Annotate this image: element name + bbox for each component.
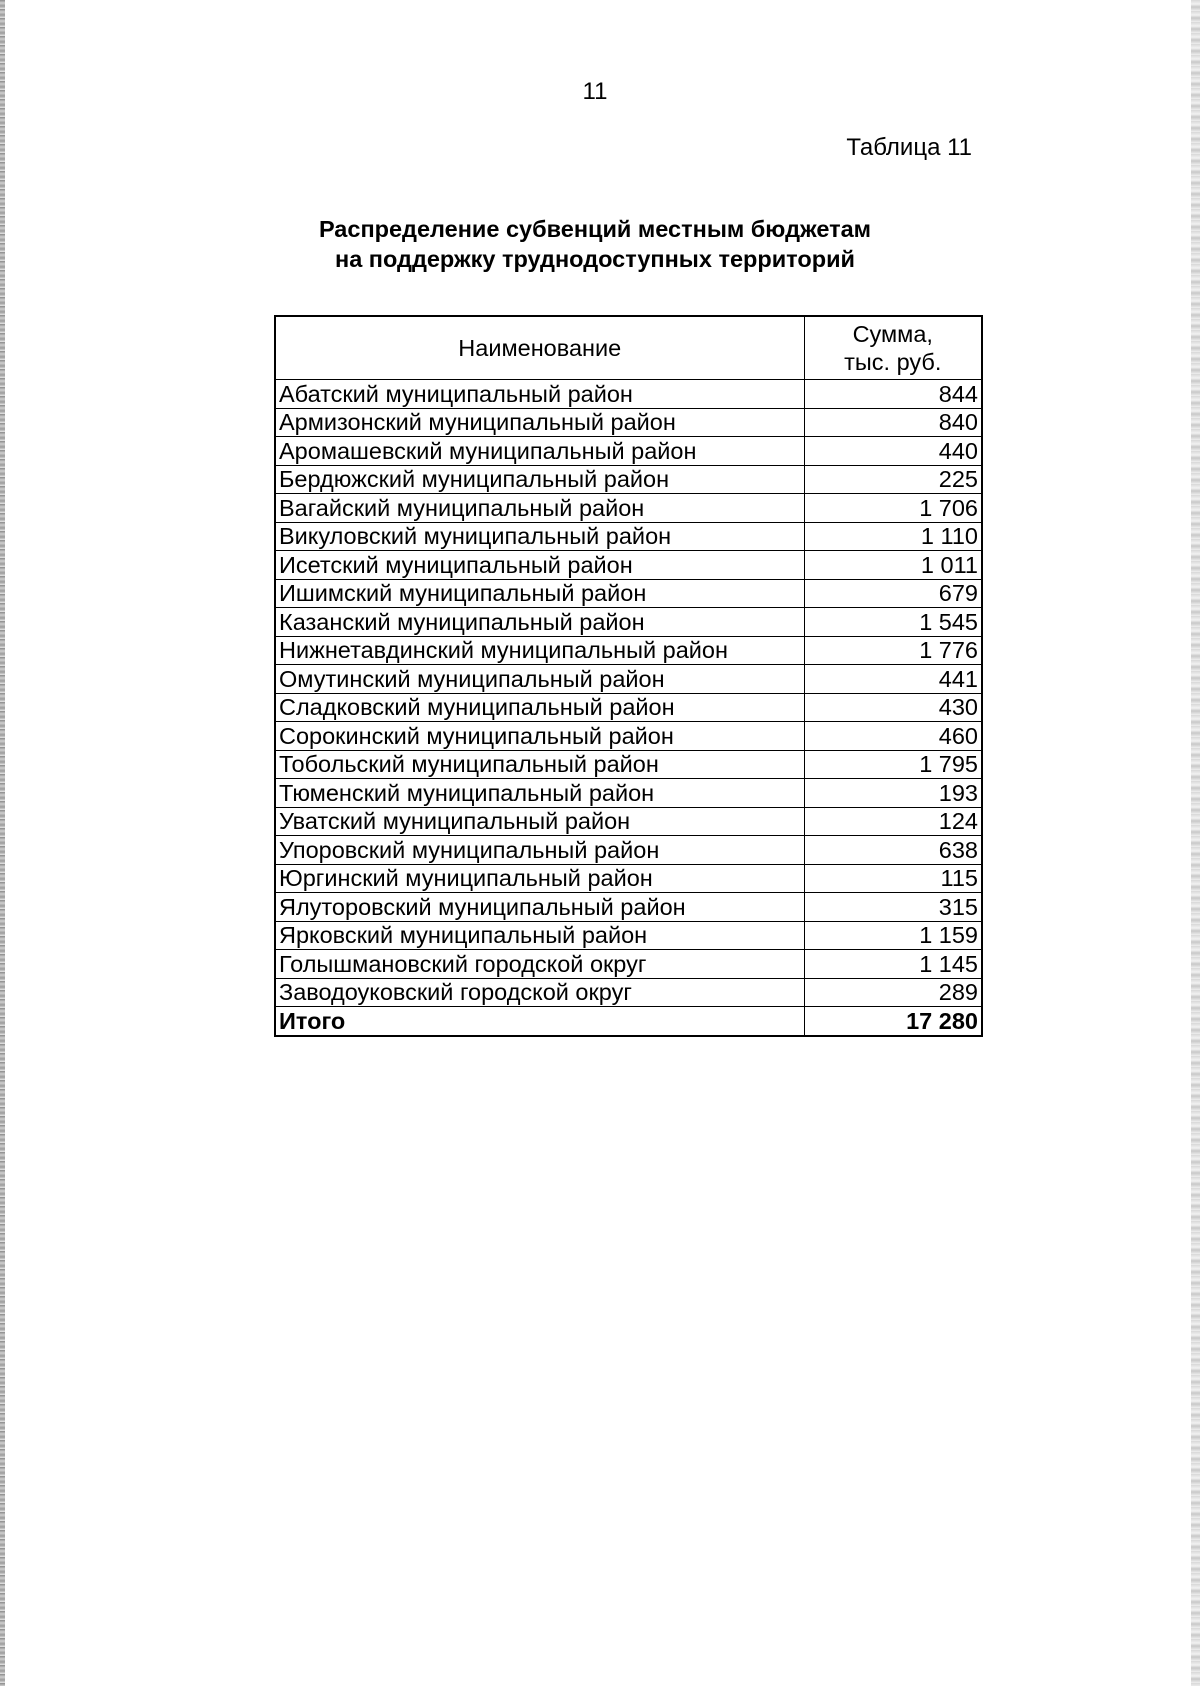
scan-edge-right [1191,0,1200,1686]
district-name-cell: Заводоуковский городской округ [275,978,804,1007]
district-name-cell: Аромашевский муниципальный район [275,437,804,466]
sum-cell: 1 145 [804,950,982,979]
sum-cell: 430 [804,693,982,722]
sum-cell: 1 776 [804,636,982,665]
district-name-cell: Армизонский муниципальный район [275,408,804,437]
table-row [275,950,982,979]
sum-cell: 441 [804,665,982,694]
table-row [275,864,982,893]
table-row [275,921,982,950]
district-name-cell: Уватский муниципальный район [275,807,804,836]
table-row [275,693,982,722]
sum-cell: 1 159 [804,921,982,950]
total-row [275,1007,982,1036]
table-row [275,636,982,665]
district-name-cell: Нижнетавдинский муниципальный район [275,636,804,665]
sum-cell: 840 [804,408,982,437]
district-name-cell: Сорокинский муниципальный район [275,722,804,751]
header-name: Наименование [275,316,804,380]
sum-cell: 679 [804,579,982,608]
table-row [275,779,982,808]
table-row [275,408,982,437]
table-row [275,380,982,409]
table-row [275,579,982,608]
table-body [275,380,982,1036]
sum-cell: 440 [804,437,982,466]
sum-cell: 1 545 [804,608,982,637]
table-row [275,608,982,637]
district-name-cell: Ярковский муниципальный район [275,921,804,950]
sum-cell: 638 [804,836,982,865]
sum-cell: 193 [804,779,982,808]
sum-cell: 124 [804,807,982,836]
table-row [275,807,982,836]
table-row [275,836,982,865]
header-sum-line-2: тыс. руб. [844,349,942,375]
district-name-cell: Омутинский муниципальный район [275,665,804,694]
sum-cell: 1 795 [804,750,982,779]
district-name-cell: Тобольский муниципальный район [275,750,804,779]
subventions-table [274,315,983,1037]
sum-cell: 315 [804,893,982,922]
sum-cell: 1 706 [804,494,982,523]
table-row [275,494,982,523]
table-row [275,437,982,466]
district-name-cell: Тюменский муниципальный район [275,779,804,808]
table-title-line-2: на поддержку труднодоступных территорий [335,246,855,272]
table-row [275,665,982,694]
total-sum-cell: 17 280 [804,1007,982,1036]
district-name-cell: Ишимский муниципальный район [275,579,804,608]
table-title-line-1: Распределение субвенций местным бюджетам [318,216,872,242]
district-name-cell: Исетский муниципальный район [275,551,804,580]
district-name-cell: Абатский муниципальный район [275,380,804,409]
district-name-cell: Ялуторовский муниципальный район [275,893,804,922]
table-row [275,722,982,751]
total-label-cell: Итого [275,1007,804,1036]
district-name-cell: Голышмановский городской округ [275,950,804,979]
district-name-cell: Вагайский муниципальный район [275,494,804,523]
table-row [275,893,982,922]
header-sum-line-1: Сумма, [852,321,933,347]
table-caption: Таблица 11 [846,134,972,161]
district-name-cell: Викуловский муниципальный район [275,522,804,551]
table-row [275,465,982,494]
district-name-cell: Сладковский муниципальный район [275,693,804,722]
table-row [275,978,982,1007]
table-title [0,214,1190,274]
sum-cell: 1 011 [804,551,982,580]
table-header-row [275,316,982,380]
sum-cell: 844 [804,380,982,409]
district-name-cell: Упоровский муниципальный район [275,836,804,865]
district-name-cell: Юргинский муниципальный район [275,864,804,893]
sum-cell: 460 [804,722,982,751]
sum-cell: 289 [804,978,982,1007]
district-name-cell: Казанский муниципальный район [275,608,804,637]
table-row [275,750,982,779]
sum-cell: 115 [804,864,982,893]
sum-cell: 1 110 [804,522,982,551]
header-sum [804,316,982,380]
page-number: 11 [582,78,608,105]
table-row [275,551,982,580]
district-name-cell: Бердюжский муниципальный район [275,465,804,494]
table-row [275,522,982,551]
sum-cell: 225 [804,465,982,494]
